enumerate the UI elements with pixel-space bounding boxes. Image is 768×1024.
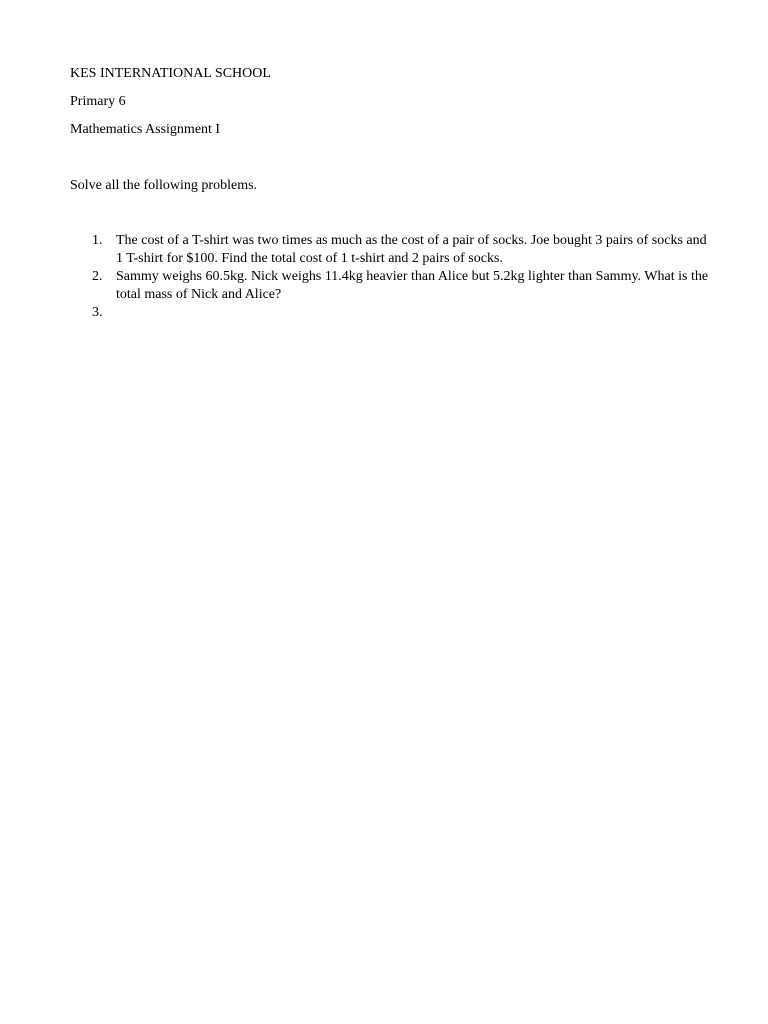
problem-item bbox=[70, 232, 710, 268]
problem-number: 3. bbox=[92, 305, 103, 320]
school-name: KES INTERNATIONAL SCHOOL bbox=[70, 66, 271, 81]
problem-item bbox=[70, 268, 710, 304]
problem-text: Sammy weighs 60.5kg. Nick weighs 11.4kg heavier than Alice but 5.2kg lighter than Sammy. What is the total mass of Nick and Alice? bbox=[116, 269, 709, 302]
assignment-title: Mathematics Assignment I bbox=[70, 122, 221, 137]
problem-item bbox=[70, 304, 710, 322]
problem-number: 2. bbox=[92, 269, 103, 284]
problem-list bbox=[70, 232, 710, 322]
problem-text bbox=[116, 304, 710, 322]
problem-text: The cost of a T-shirt was two times as much as the cost of a pair of socks. Joe bought 3 pairs of socks and 1 T-shirt for $100. Find the total cost of 1 t-shirt and 2 pairs of socks. bbox=[116, 233, 707, 266]
problem-number: 1. bbox=[92, 233, 103, 248]
instruction-text: Solve all the following problems. bbox=[70, 178, 258, 193]
grade-level: Primary 6 bbox=[70, 94, 126, 109]
